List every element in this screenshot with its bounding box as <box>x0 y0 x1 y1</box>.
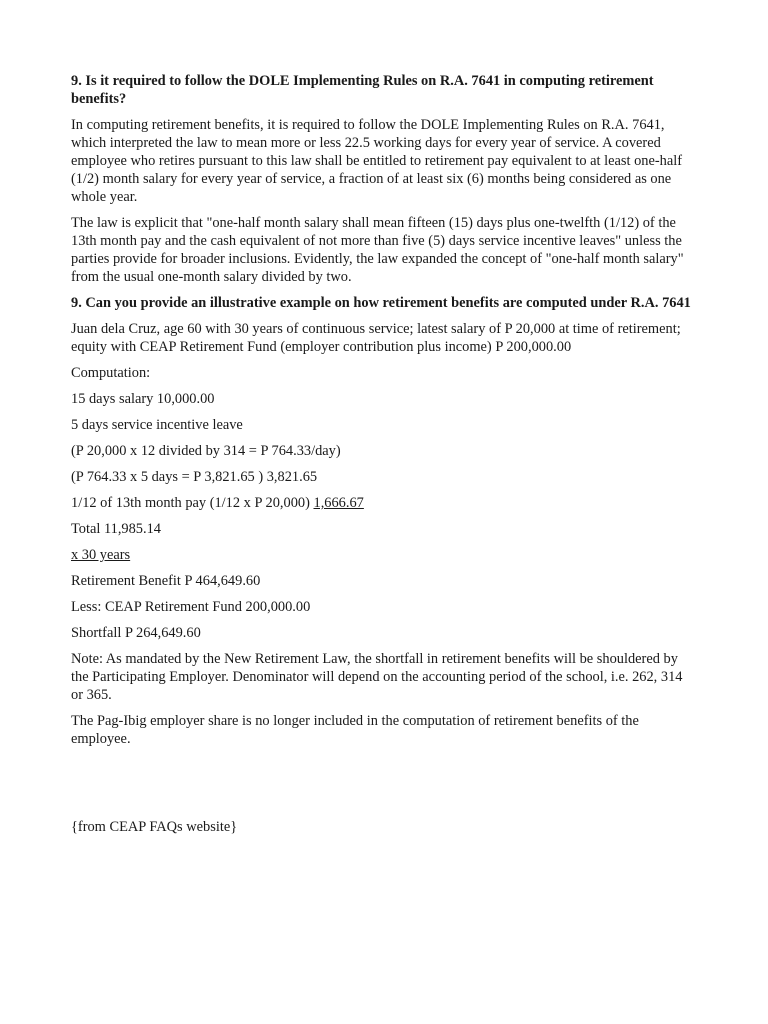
answer-paragraph-1: In computing retirement benefits, it is required to follow the DOLE Implementing Rules on R.A. 7641, which interpreted the law to mean more or less 22.5 working days for every year of service. A covered employee who retires pursuant to this law shall be entitled to retirement pay equivalent to at least one-half (1/2) month salary for every year of service, a fraction of at least six (6) months being considered as one whole year. <box>71 117 683 205</box>
less-fund-line: Less: CEAP Retirement Fund 200,000.00 <box>71 599 311 615</box>
thirteenth-month-line <box>71 494 696 512</box>
thirteenth-month-amount: 1,666.67 <box>313 495 364 511</box>
pagibig-paragraph: The Pag-Ibig employer share is no longer included in the computation of retirement benefits of the employee. <box>71 713 639 747</box>
answer-paragraph-2: The law is explicit that "one-half month salary shall mean fifteen (15) days plus one-twelfth (1/12) of the 13th month pay and the cash equivalent of not more than five (5) days service incentive leaves" unless the parties provide for broader inclusions. Evidently, the law expanded the concept of "one-half month salary" from the usual one-month salary divided by two. <box>71 215 684 285</box>
shortfall-line: Shortfall P 264,649.60 <box>71 625 201 641</box>
note-paragraph: Note: As mandated by the New Retirement Law, the shortfall in retirement benefits will be shouldered by the Participating Employer. Denominator will depend on the accounting period of the school, i.e. 262, 314 or 365. <box>71 651 683 703</box>
document-body <box>71 72 696 756</box>
sil-label-line: 5 days service incentive leave <box>71 417 243 433</box>
years-multiplier-line: x 30 years <box>71 547 131 563</box>
total-line: Total 11,985.14 <box>71 521 161 537</box>
salary-15-days-line: 15 days salary 10,000.00 <box>71 391 215 407</box>
question-heading-dole-rules: 9. Is it required to follow the DOLE Implementing Rules on R.A. 7641 in computing retirement benefits? <box>71 73 654 107</box>
example-description: Juan dela Cruz, age 60 with 30 years of continuous service; latest salary of P 20,000 at time of retirement; equity with CEAP Retirement Fund (employer contribution plus income) P 200,000.00 <box>71 321 681 355</box>
source-note: {from CEAP FAQs website} <box>71 819 238 835</box>
sil-rate-line: (P 20,000 x 12 divided by 314 = P 764.33/day) <box>71 443 341 459</box>
computation-label: Computation: <box>71 365 151 381</box>
thirteenth-month-label: 1/12 of 13th month pay (1/12 x P 20,000) <box>71 495 314 511</box>
question-heading-example: 9. Can you provide an illustrative example on how retirement benefits are computed under R.A. 7641 <box>71 295 691 311</box>
sil-amount-line: (P 764.33 x 5 days = P 3,821.65 ) 3,821.65 <box>71 469 318 485</box>
retirement-benefit-line: Retirement Benefit P 464,649.60 <box>71 573 261 589</box>
